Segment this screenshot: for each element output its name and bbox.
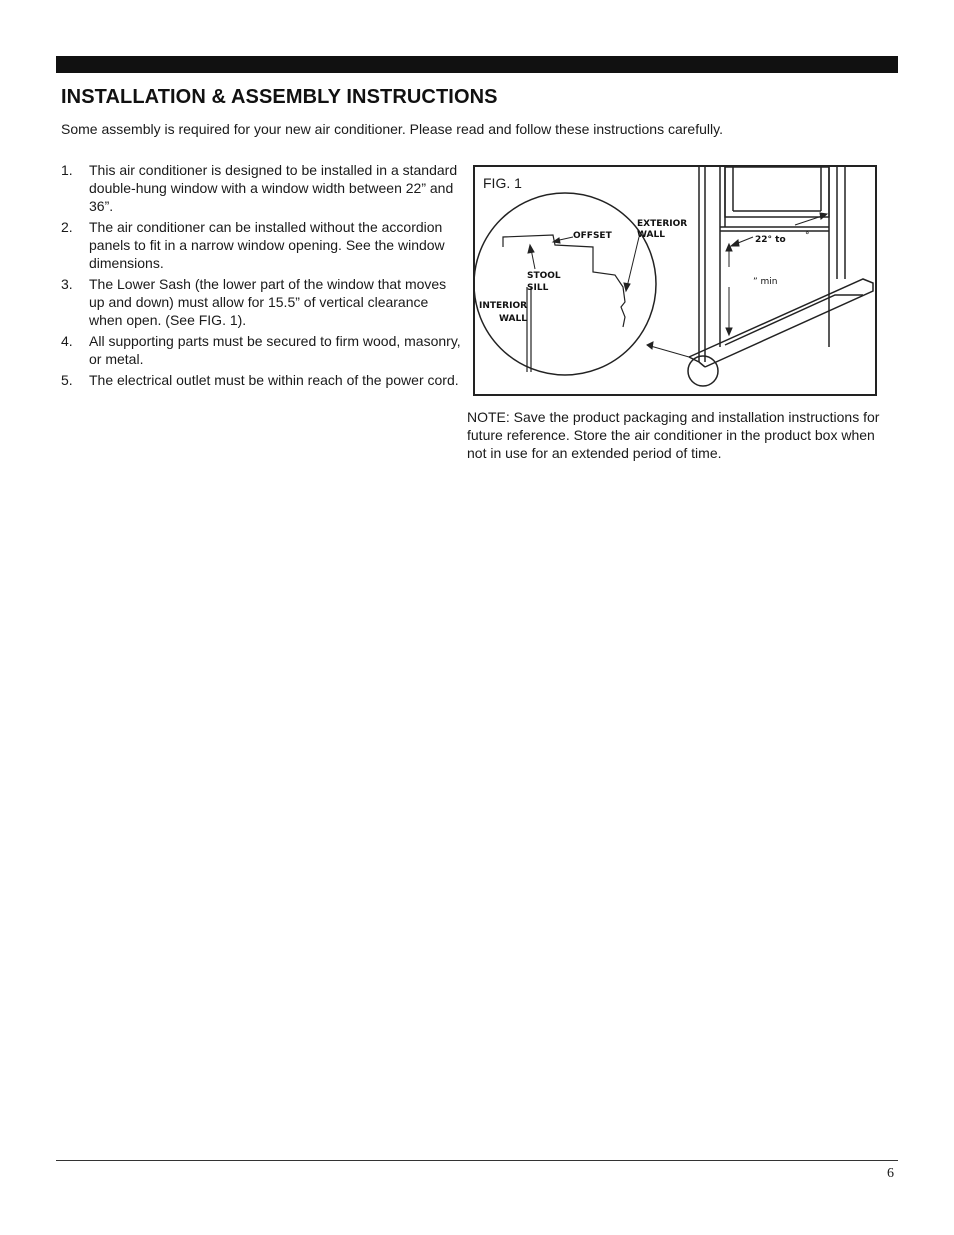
step-number: 1.: [61, 162, 73, 178]
instruction-list: [61, 161, 465, 392]
step-number: 2.: [61, 219, 73, 235]
page-title: INSTALLATION & ASSEMBLY INSTRUCTIONS: [61, 86, 498, 108]
list-item: [61, 332, 465, 368]
intro-paragraph: Some assembly is required for your new air conditioner. Please read and follow these instructions carefully.: [61, 121, 723, 137]
interior-label: INTERIOR: [479, 301, 528, 311]
stool-label: STOOL: [527, 271, 561, 281]
step-text: The air conditioner can be installed without the accordion panels to fit in a narrow window opening. See the window dimensions.: [89, 219, 445, 271]
step-number: 3.: [61, 276, 73, 292]
step-text: The Lower Sash (the lower part of the window that moves up and down) must allow for 15.5” of vertical clearance when open. (See FIG. 1).: [89, 276, 447, 328]
window-frame: [689, 167, 873, 367]
sill-label: SILL: [527, 283, 549, 293]
page-number: 6: [887, 1166, 894, 1181]
offset-label: OFFSET: [573, 231, 612, 241]
window-diagram: [475, 167, 875, 394]
step-text: All supporting parts must be secured to firm wood, masonry, or metal.: [89, 333, 461, 367]
step-number: 4.: [61, 333, 73, 349]
height-label: ” min: [753, 277, 778, 287]
header-bar: [56, 56, 898, 73]
width-label-to: °: [805, 231, 810, 241]
list-item: [61, 218, 465, 272]
detail-marker: [688, 356, 718, 386]
exterior-wall-label: WALL: [637, 230, 665, 240]
interior-wall-label: WALL: [499, 314, 527, 324]
width-label-from: 22° to: [755, 235, 786, 245]
step-text: This air conditioner is designed to be installed in a standard double-hung window with a window width between 22” and 36”.: [89, 162, 458, 214]
note-paragraph: NOTE: Save the product packaging and installation instructions for future reference. Store the air conditioner in the product box when not in use for an extended period of time.: [467, 409, 880, 461]
list-item: [61, 275, 465, 329]
list-item: [61, 161, 465, 215]
footer-rule: [56, 1160, 898, 1161]
window-figure: [473, 165, 877, 396]
list-item: [61, 371, 465, 389]
step-number: 5.: [61, 372, 73, 388]
figure-label: FIG. 1: [483, 175, 522, 191]
step-text: The electrical outlet must be within reach of the power cord.: [89, 372, 459, 388]
exterior-label: EXTERIOR: [637, 219, 688, 229]
